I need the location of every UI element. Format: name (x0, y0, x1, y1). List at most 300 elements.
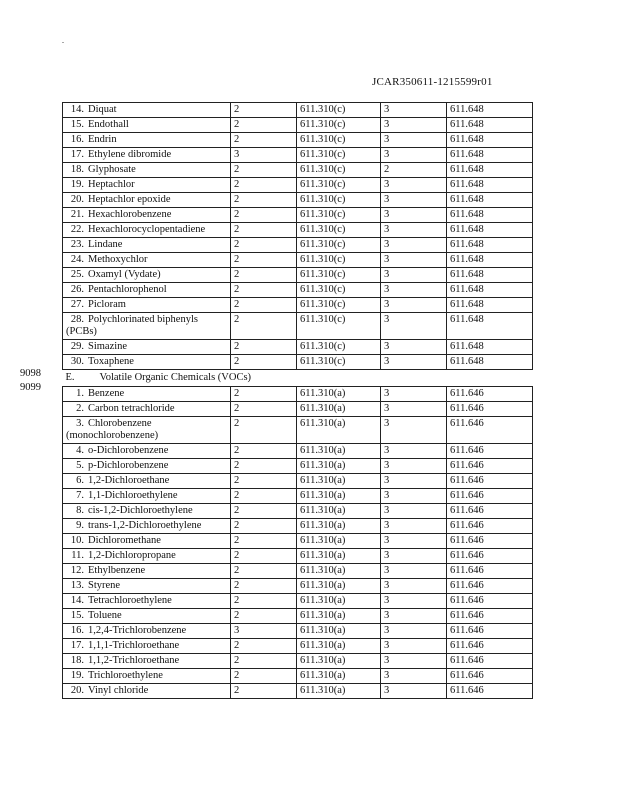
row-number: 15. (70, 119, 84, 130)
value-cell-b: 3 (381, 118, 447, 133)
row-number: 10. (70, 535, 84, 546)
value-cell-a: 2 (231, 417, 297, 444)
value-cell-b: 3 (381, 609, 447, 624)
contaminant-name: Diquat (88, 104, 117, 115)
contaminant-name-cell (63, 564, 231, 579)
table-row (63, 268, 533, 283)
value-cell-a: 2 (231, 103, 297, 118)
cfr-cell-a: 611.310(a) (297, 684, 381, 699)
table-row (63, 609, 533, 624)
table-row (63, 417, 533, 444)
cfr-cell-b: 611.648 (447, 103, 533, 118)
value-cell-b: 3 (381, 669, 447, 684)
contaminant-name-cell (63, 459, 231, 474)
contaminant-name-cell (63, 624, 231, 639)
value-cell-a: 2 (231, 340, 297, 355)
cfr-cell-a: 611.310(c) (297, 163, 381, 178)
cfr-cell-b: 611.646 (447, 549, 533, 564)
line-number: 9098 (20, 368, 41, 379)
table-row (63, 519, 533, 534)
cfr-cell-b: 611.648 (447, 193, 533, 208)
table-row (63, 313, 533, 340)
contaminant-name: Picloram (88, 299, 126, 310)
cfr-cell-a: 611.310(c) (297, 253, 381, 268)
contaminant-name-cell (63, 133, 231, 148)
value-cell-a: 2 (231, 268, 297, 283)
row-number: 14. (70, 595, 84, 606)
value-cell-b: 3 (381, 459, 447, 474)
value-cell-b: 3 (381, 298, 447, 313)
row-number: 9. (76, 520, 84, 531)
row-number: 6. (76, 475, 84, 486)
value-cell-a: 2 (231, 283, 297, 298)
table-row (63, 669, 533, 684)
line-number: 9099 (20, 382, 41, 393)
table-row (63, 283, 533, 298)
value-cell-a: 2 (231, 534, 297, 549)
contaminant-name: cis-1,2-Dichloroethylene (88, 505, 193, 516)
table-row (63, 534, 533, 549)
value-cell-a: 2 (231, 489, 297, 504)
row-number: 11. (71, 550, 84, 561)
value-cell-b: 3 (381, 178, 447, 193)
cfr-cell-a: 611.310(c) (297, 313, 381, 340)
table-row (63, 564, 533, 579)
cfr-cell-a: 611.310(a) (297, 579, 381, 594)
cfr-cell-a: 611.310(a) (297, 534, 381, 549)
contaminant-name: Methoxychlor (88, 254, 148, 265)
value-cell-b: 3 (381, 564, 447, 579)
cfr-cell-b: 611.648 (447, 133, 533, 148)
contaminant-name-cell (63, 178, 231, 193)
row-number: 19. (70, 179, 84, 190)
table-row (63, 579, 533, 594)
table-row (63, 223, 533, 238)
contaminant-name-cell (63, 313, 231, 340)
value-cell-a: 2 (231, 208, 297, 223)
value-cell-b: 3 (381, 193, 447, 208)
contaminant-name-cell (63, 118, 231, 133)
cfr-cell-a: 611.310(a) (297, 444, 381, 459)
value-cell-b: 3 (381, 489, 447, 504)
value-cell-a: 2 (231, 519, 297, 534)
table-row (63, 118, 533, 133)
contaminant-name-cell (63, 504, 231, 519)
value-cell-b: 3 (381, 148, 447, 163)
value-cell-b: 3 (381, 549, 447, 564)
value-cell-b: 3 (381, 103, 447, 118)
contaminant-name-cell (63, 223, 231, 238)
cfr-cell-a: 611.310(a) (297, 564, 381, 579)
contaminant-name: Toluene (88, 610, 122, 621)
row-number: 5. (76, 460, 84, 471)
value-cell-a: 2 (231, 669, 297, 684)
contaminant-name: Pentachlorophenol (88, 284, 167, 295)
cfr-cell-b: 611.648 (447, 118, 533, 133)
value-cell-a: 2 (231, 564, 297, 579)
contaminant-name: Ethylbenzene (88, 565, 146, 576)
row-number: 3. (76, 418, 84, 429)
value-cell-b: 3 (381, 133, 447, 148)
cfr-cell-a: 611.310(a) (297, 417, 381, 444)
table-row (63, 193, 533, 208)
table-row (63, 402, 533, 417)
row-number: 19. (70, 670, 84, 681)
cfr-cell-a: 611.310(c) (297, 148, 381, 163)
section-e-title: E. Volatile Organic Chemicals (VOCs) (65, 372, 252, 383)
row-number: 12. (70, 565, 84, 576)
table-row (63, 624, 533, 639)
contaminant-name-cell (63, 355, 231, 370)
cfr-cell-b: 611.646 (447, 387, 533, 402)
value-cell-a: 2 (231, 313, 297, 340)
row-number: 27. (70, 299, 84, 310)
contaminant-table (62, 102, 532, 699)
cfr-cell-a: 611.310(a) (297, 459, 381, 474)
table-row (63, 178, 533, 193)
cfr-cell-a: 611.310(a) (297, 474, 381, 489)
cfr-cell-b: 611.648 (447, 355, 533, 370)
cfr-cell-b: 611.646 (447, 654, 533, 669)
cfr-cell-b: 611.646 (447, 402, 533, 417)
value-cell-b: 3 (381, 387, 447, 402)
cfr-cell-b: 611.648 (447, 298, 533, 313)
voc-rows (63, 387, 533, 699)
contaminant-name: 1,2,4-Trichlorobenzene (88, 625, 187, 636)
cfr-cell-a: 611.310(c) (297, 283, 381, 298)
value-cell-a: 2 (231, 444, 297, 459)
contaminant-name-cell (63, 654, 231, 669)
cfr-cell-b: 611.648 (447, 313, 533, 340)
cfr-cell-b: 611.648 (447, 238, 533, 253)
value-cell-b: 3 (381, 624, 447, 639)
contaminant-name: Hexachlorobenzene (88, 209, 172, 220)
row-number: 17. (70, 640, 84, 651)
row-number: 18. (70, 655, 84, 666)
contaminant-name: Styrene (88, 580, 121, 591)
contaminant-name-cell (63, 193, 231, 208)
cfr-cell-a: 611.310(a) (297, 639, 381, 654)
contaminant-name-cell (63, 594, 231, 609)
value-cell-b: 2 (381, 163, 447, 178)
row-number: 21. (70, 209, 84, 220)
value-cell-b: 3 (381, 534, 447, 549)
table-row (63, 208, 533, 223)
cfr-cell-b: 611.646 (447, 417, 533, 444)
row-number: 26. (70, 284, 84, 295)
contaminant-name: Carbon tetrachloride (88, 403, 175, 414)
row-number: 7. (76, 490, 84, 501)
cfr-cell-b: 611.646 (447, 504, 533, 519)
contaminant-name: 1,1-Dichloroethylene (88, 490, 178, 501)
value-cell-a: 2 (231, 654, 297, 669)
cfr-cell-a: 611.310(c) (297, 208, 381, 223)
cfr-cell-b: 611.646 (447, 534, 533, 549)
contaminant-name-cell (63, 579, 231, 594)
contaminant-name-cell (63, 684, 231, 699)
table-row (63, 504, 533, 519)
cfr-cell-b: 611.646 (447, 459, 533, 474)
cfr-cell-a: 611.310(c) (297, 340, 381, 355)
value-cell-a: 2 (231, 594, 297, 609)
cfr-cell-a: 611.310(a) (297, 654, 381, 669)
cfr-cell-a: 611.310(c) (297, 178, 381, 193)
table-row (63, 298, 533, 313)
row-number: 8. (76, 505, 84, 516)
cfr-cell-a: 611.310(a) (297, 402, 381, 417)
cfr-cell-b: 611.646 (447, 639, 533, 654)
contaminant-name: 1,1,2-Trichloroethane (88, 655, 180, 666)
value-cell-a: 2 (231, 402, 297, 417)
contaminant-name-cell (63, 489, 231, 504)
value-cell-b: 3 (381, 402, 447, 417)
contaminant-name: Chlorobenzene (monochlorobenzene) (66, 418, 159, 441)
row-number: 25. (70, 269, 84, 280)
row-number: 20. (70, 194, 84, 205)
cfr-cell-b: 611.648 (447, 340, 533, 355)
contaminant-name-cell (63, 669, 231, 684)
value-cell-a: 2 (231, 639, 297, 654)
contaminant-name-cell (63, 519, 231, 534)
value-cell-b: 3 (381, 340, 447, 355)
contaminant-name: trans-1,2-Dichloroethylene (88, 520, 202, 531)
table-row (63, 387, 533, 402)
cfr-cell-b: 611.646 (447, 624, 533, 639)
cfr-cell-a: 611.310(c) (297, 103, 381, 118)
cfr-cell-b: 611.646 (447, 609, 533, 624)
table-row (63, 163, 533, 178)
value-cell-a: 3 (231, 148, 297, 163)
contaminant-name: Heptachlor (88, 179, 135, 190)
cfr-cell-b: 611.648 (447, 178, 533, 193)
contaminant-name-cell (63, 298, 231, 313)
value-cell-b: 3 (381, 253, 447, 268)
page-mark: . (62, 36, 64, 45)
contaminant-name-cell (63, 534, 231, 549)
cfr-cell-a: 611.310(a) (297, 549, 381, 564)
contaminant-name: Dichloromethane (88, 535, 161, 546)
value-cell-b: 3 (381, 355, 447, 370)
section-header (63, 370, 533, 387)
contaminant-name: Glyphosate (88, 164, 136, 175)
table-row (63, 148, 533, 163)
row-number: 15. (70, 610, 84, 621)
contaminant-name-cell (63, 148, 231, 163)
cfr-cell-a: 611.310(a) (297, 387, 381, 402)
value-cell-b: 3 (381, 223, 447, 238)
value-cell-b: 3 (381, 519, 447, 534)
cfr-cell-b: 611.648 (447, 223, 533, 238)
contaminant-name-cell (63, 639, 231, 654)
cfr-cell-a: 611.310(a) (297, 489, 381, 504)
document-id: JCAR350611-1215599r01 (372, 76, 493, 88)
table-row (63, 474, 533, 489)
contaminant-name: Oxamyl (Vydate) (88, 269, 161, 280)
row-number: 17. (70, 149, 84, 160)
contaminant-name-cell (63, 268, 231, 283)
cfr-cell-b: 611.648 (447, 148, 533, 163)
value-cell-b: 3 (381, 639, 447, 654)
contaminant-name-cell (63, 208, 231, 223)
cfr-cell-b: 611.646 (447, 474, 533, 489)
cfr-cell-a: 611.310(c) (297, 355, 381, 370)
cfr-cell-b: 611.646 (447, 489, 533, 504)
value-cell-b: 3 (381, 238, 447, 253)
table-row (63, 355, 533, 370)
value-cell-b: 3 (381, 504, 447, 519)
contaminant-name-cell (63, 283, 231, 298)
row-number: 14. (70, 104, 84, 115)
contaminant-name: Trichloroethylene (88, 670, 163, 681)
table-row (63, 253, 533, 268)
contaminant-name-cell (63, 340, 231, 355)
cfr-cell-a: 611.310(c) (297, 223, 381, 238)
contaminant-name: Vinyl chloride (88, 685, 149, 696)
value-cell-b: 3 (381, 684, 447, 699)
value-cell-a: 2 (231, 193, 297, 208)
table-row (63, 459, 533, 474)
value-cell-b: 3 (381, 268, 447, 283)
row-number: 24. (70, 254, 84, 265)
contaminant-name-cell (63, 238, 231, 253)
row-number: 13. (70, 580, 84, 591)
value-cell-a: 2 (231, 579, 297, 594)
contaminant-name: Hexachlorocyclopentadiene (88, 224, 206, 235)
value-cell-a: 2 (231, 474, 297, 489)
value-cell-b: 3 (381, 594, 447, 609)
table-row (63, 238, 533, 253)
cfr-cell-b: 611.646 (447, 669, 533, 684)
cfr-cell-a: 611.310(c) (297, 268, 381, 283)
table-row (63, 639, 533, 654)
contaminant-name: 1,2-Dichloroethane (88, 475, 170, 486)
row-number: 22. (70, 224, 84, 235)
row-number: 23. (70, 239, 84, 250)
value-cell-b: 3 (381, 579, 447, 594)
value-cell-a: 2 (231, 504, 297, 519)
contaminant-name-cell (63, 103, 231, 118)
cfr-cell-a: 611.310(a) (297, 594, 381, 609)
value-cell-a: 2 (231, 549, 297, 564)
contaminant-name-cell (63, 549, 231, 564)
cfr-cell-a: 611.310(c) (297, 118, 381, 133)
value-cell-a: 2 (231, 253, 297, 268)
contaminant-name: Toxaphene (88, 356, 134, 367)
table-row (63, 133, 533, 148)
table-row (63, 340, 533, 355)
contaminant-name-cell (63, 163, 231, 178)
contaminant-name: Tetrachloroethylene (88, 595, 172, 606)
value-cell-a: 2 (231, 238, 297, 253)
value-cell-b: 3 (381, 417, 447, 444)
cfr-cell-b: 611.646 (447, 684, 533, 699)
contaminant-name-cell (63, 417, 231, 444)
value-cell-a: 2 (231, 163, 297, 178)
row-number: 2. (76, 403, 84, 414)
cfr-cell-b: 611.648 (447, 283, 533, 298)
table-row (63, 594, 533, 609)
value-cell-a: 2 (231, 355, 297, 370)
synthetic-organics-rows (63, 103, 533, 370)
cfr-cell-b: 611.646 (447, 444, 533, 459)
contaminant-name-cell (63, 387, 231, 402)
contaminant-name-cell (63, 609, 231, 624)
contaminant-name: o-Dichlorobenzene (88, 445, 169, 456)
contaminant-name: Endrin (88, 134, 117, 145)
row-number: 4. (76, 445, 84, 456)
value-cell-a: 2 (231, 178, 297, 193)
value-cell-a: 2 (231, 459, 297, 474)
contaminant-name-cell (63, 444, 231, 459)
value-cell-b: 3 (381, 444, 447, 459)
cfr-cell-a: 611.310(c) (297, 298, 381, 313)
cfr-cell-b: 611.648 (447, 208, 533, 223)
contaminant-name: 1,2-Dichloropropane (88, 550, 176, 561)
contaminant-name: Simazine (88, 341, 128, 352)
value-cell-a: 2 (231, 298, 297, 313)
cfr-cell-a: 611.310(c) (297, 238, 381, 253)
cfr-cell-a: 611.310(a) (297, 609, 381, 624)
row-number: 20. (70, 685, 84, 696)
contaminant-name: Endothall (88, 119, 129, 130)
value-cell-a: 2 (231, 609, 297, 624)
value-cell-a: 2 (231, 387, 297, 402)
row-number: 29. (70, 341, 84, 352)
cfr-cell-b: 611.648 (447, 268, 533, 283)
cfr-cell-a: 611.310(a) (297, 669, 381, 684)
row-number: 28. (70, 314, 84, 325)
value-cell-b: 3 (381, 208, 447, 223)
table-row (63, 444, 533, 459)
contaminant-name: Benzene (88, 388, 125, 399)
contaminant-name: p-Dichlorobenzene (88, 460, 169, 471)
cfr-cell-b: 611.646 (447, 519, 533, 534)
table-row (63, 549, 533, 564)
contaminant-name-cell (63, 474, 231, 489)
contaminant-name-cell (63, 253, 231, 268)
table-row (63, 489, 533, 504)
table-row (63, 654, 533, 669)
value-cell-a: 2 (231, 118, 297, 133)
value-cell-a: 2 (231, 684, 297, 699)
contaminant-name-cell (63, 402, 231, 417)
contaminant-name: Ethylene dibromide (88, 149, 172, 160)
value-cell-b: 3 (381, 654, 447, 669)
value-cell-a: 3 (231, 624, 297, 639)
cfr-cell-b: 611.646 (447, 579, 533, 594)
value-cell-b: 3 (381, 313, 447, 340)
row-number: 30. (70, 356, 84, 367)
contaminant-name: Polychlorinated biphenyls (PCBs) (66, 314, 198, 337)
cfr-cell-a: 611.310(c) (297, 133, 381, 148)
row-number: 16. (70, 134, 84, 145)
value-cell-a: 2 (231, 133, 297, 148)
value-cell-b: 3 (381, 283, 447, 298)
row-number: 1. (76, 388, 84, 399)
cfr-cell-a: 611.310(c) (297, 193, 381, 208)
cfr-cell-b: 611.648 (447, 253, 533, 268)
cfr-cell-a: 611.310(a) (297, 504, 381, 519)
contaminant-name: Heptachlor epoxide (88, 194, 171, 205)
table-row (63, 103, 533, 118)
row-number: 16. (70, 625, 84, 636)
contaminant-name: 1,1,1-Trichloroethane (88, 640, 180, 651)
cfr-cell-b: 611.646 (447, 564, 533, 579)
table-row (63, 684, 533, 699)
contaminant-name: Lindane (88, 239, 123, 250)
value-cell-a: 2 (231, 223, 297, 238)
cfr-cell-a: 611.310(a) (297, 624, 381, 639)
